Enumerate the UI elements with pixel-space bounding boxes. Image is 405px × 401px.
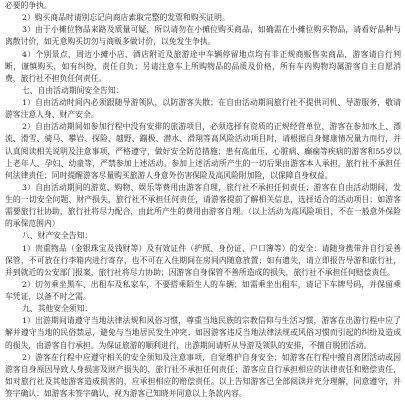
paragraph-free-time-1: 1）自由活动时间内必须跟随导游领队，以防游客失散；在自由活动期间旅行社不提供司机、导游服务，敬请游客注意人身、财产安全。	[5, 98, 401, 120]
paragraph-free-time-3: 3）自由活动期间的游览、购物、娱乐等费用由游客自理，旅行社不承担任何责任；游客在自由活动期间，发生的一切安全问题、财产损失，旅行社不承担任何责任，请游客提前了解相关信息，选择适合的活动项目；如游客需要旅行社协助，旅行社将尽力配合，由此所产生的费用由游客自理。（以上活动为高风险项目，不在一般意外保险的承保范围内）	[5, 182, 401, 229]
paragraph-property-1: 1）贵重物品（金银珠宝及钱财等）及有效证件（护照、身份证、户口簿等）的安全：请随身携带并自行妥善保管，不可放在行李箱内进行寄存，也不可在入住期间在房间内随意放置；如有遗失，请立即报告导游和旅行社，并到就近的公安部门报案，旅行社将尽力协助；因游客自身保管不善所造成的损失，旅行社不承担任何赔偿责任。	[5, 243, 401, 277]
paragraph-free-time-2: 2）自由活动期间如参加行程中没有安排的旅游项目，必须选择有资质的正规经营单位，游客在参加水上、漂流、滑雪、骑马、攀岩、探险、越野、蹦极、潜水、滑翔等高风险活动项目时，请根据自身健康情况量力而行，并认真阅读相关说明及注意事项，严格遵守，做好安全防范措施；患有高血压、心脏病、癫痫等疾病的游客和55岁以上老年人、孕妇、幼童等，严禁参加上述活动。参加上述活动所产生的一切后果由游客本人承担，旅行社不承担任何法律责任；同时提醒游客尽量购买旅游人身意外伤害保险及高风险附加险，以保障自身权益。	[5, 122, 401, 180]
paragraph-street-stalls: 3）由于小摊位物品来路及质量可疑，所以请勿在小摊位购买商品，如确需在小摊位购买物品，请看好品种与离散讨价，如无意购买切勿与商贩多做讨价，以免发生争执。	[5, 25, 401, 47]
paragraph-other-1: 1）出游期间请遵守当地法律法规和风俗习惯，尊重当地民族的宗教信仰与生活习惯，游客在出游行程中应了解并遵守当地的民俗禁忌，避免与当地居民发生冲突；如因游客违反当地法律法规或风俗习惯而引起的纠纷及造成的损失，由游客自行承担。为保证旅游的顺利进行，出游期间请听从导游及领队的安排，不擅自脱团活动。	[5, 316, 401, 350]
paragraph-shopping-invoice: 2）购买商品时请别忘记向商店索取完整的发票和购买证明。	[22, 13, 230, 23]
section-heading-other: 九、其他安全须知：	[22, 304, 93, 314]
paragraph-other-2: 2）游客在行程中应遵守相关的安全须知及注意事项，自觉维护自身安全；如游客在行程中擅自离团活动或因游客自身原因导致人身损害及财产损失的，旅行社不承担任何责任；游客应自行承担相应的法律责任和赔偿责任，如对旅行社及其他游客造成损害的，应承担相应的赔偿责任。以上告知游客已全部阅读并充分理解，同意遵守，并签字确认：如游客未签字确认，视为游客已知晓并同意以上条款内容。	[5, 352, 401, 398]
section-heading-free-time: 七、自由活动期间安全告知：	[22, 85, 124, 95]
paragraph-property-2: 2）切勿乘坐黑车、出租车及私家车，不要搭乘陌生人的车辆；如需乘坐出租车，请记下车牌号码，并保留乘车凭证，以备不时之需。	[5, 279, 401, 301]
section-heading-property: 八、财产安全告知：	[22, 231, 93, 241]
paragraph-continuation: 必要的争执。	[5, 1, 52, 10]
paragraph-vendors: 4）个别景点，周边小摊小店、酒店附近及旅游途中车辆停留地点均有非正规商贩售卖商品，游客请自行判断，谨慎购买，如有纠纷，责任自负；另请注意车上所购物品的品质及价格，所有车内购物均属游客自主自愿消费，旅行社不担负任何责任。	[5, 49, 401, 83]
